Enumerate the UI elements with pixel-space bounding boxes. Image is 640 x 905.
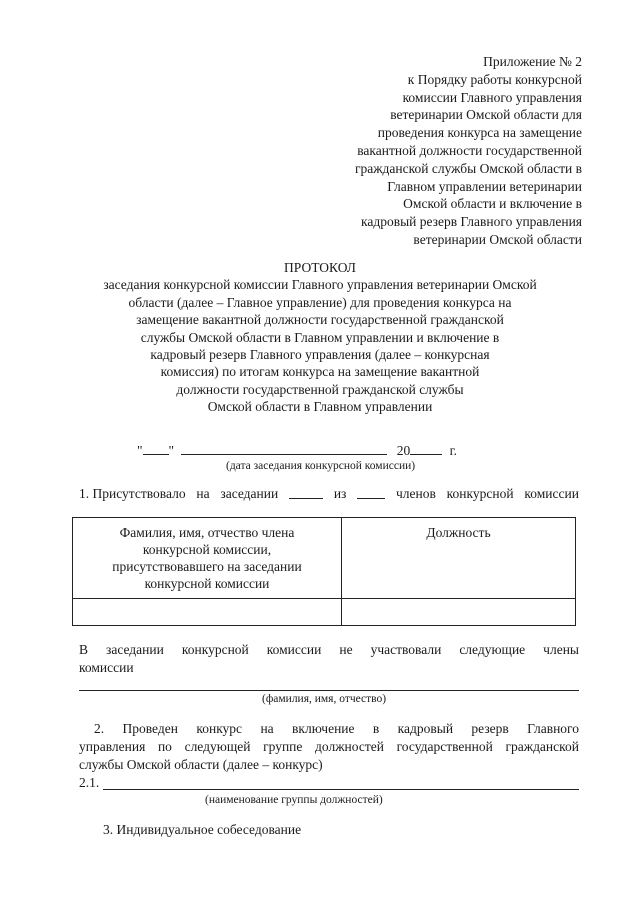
position-group-blank[interactable] [103,789,579,790]
table-row [73,599,576,626]
position-cell[interactable] [342,599,576,626]
header-line: к Порядку работы конкурсной [407,71,582,87]
header-line: Главном управлении ветеринарии [387,178,582,194]
header-line: гражданской службы Омской области в [354,160,582,176]
header-line: ветеринарии Омской области для [390,107,582,123]
absent-caption: (фамилия, имя, отчество) [262,693,387,705]
header-line: комиссии Главного управления [402,89,582,105]
absent-line-1: В заседании конкурсной комиссии не участвовали следующие члены [79,642,579,657]
position-group-caption: (наименование группы должностей) [205,794,383,806]
title-line: комиссия) по итогам конкурса на замещение вакантной [160,364,480,380]
title-line: службы Омской области в Главном управлении и включение в [140,329,500,345]
fio-column-header [73,518,342,599]
attendance-word: комиссии [524,486,579,501]
protocol-title [70,259,570,416]
meeting-date-row [137,442,457,459]
attendance-word: 1. Присутствовало [79,486,186,501]
attendance-word: заседании [220,486,279,501]
header-line: Омской области и включение в [403,196,582,212]
title-line: замещение вакантной должности государственной гражданской [136,312,504,328]
attendance-word: конкурсной [446,486,514,501]
attendance-word: на [196,486,210,501]
year-prefix: 20 [396,443,411,458]
year-blank[interactable] [410,442,442,455]
fio-header-line: Фамилия, имя, отчество члена [119,525,295,540]
fio-header-line: присутствовавшего на заседании [112,559,302,574]
header-line: проведения конкурса на замещение [377,125,582,141]
title-line: области (далее – Главное управление) для проведения конкурса на [128,294,512,310]
protocol-heading: ПРОТОКОЛ [284,260,356,275]
section3-heading: 3. Индивидуальное собеседование [103,822,302,837]
fio-cell[interactable] [73,599,342,626]
members-table [72,517,576,626]
date-caption: (дата заседания конкурсной комиссии) [226,460,416,472]
section2-line-3: службы Омской области (далее – конкурс) [79,757,323,772]
absent-names-blank[interactable] [79,690,579,691]
month-blank[interactable] [181,442,387,455]
header-line: ветеринарии Омской области [413,231,582,247]
absent-line-2: комиссии [79,660,134,675]
title-line: Омской области в Главном управлении [207,399,433,415]
fio-header-line: конкурсной комиссии, [142,542,272,557]
title-line: заседания конкурсной комиссии Главного управления ветеринарии Омской [103,277,537,293]
section2-item-number: 2.1. [79,775,100,790]
year-suffix: г. [449,443,458,458]
attendance-line [79,486,579,502]
fio-header-line: конкурсной комиссии [144,576,270,591]
appendix-header [282,53,582,249]
date-quote-open: " [137,443,143,458]
section2-text: 2. Проведен конкурс на включение в кадровый резерв Главного [94,721,579,736]
present-count-blank[interactable] [289,486,323,499]
title-line: должности государственной гражданской службы [176,381,464,397]
section2-line-2: управления по следующей группе должностей государственной гражданской [79,739,579,754]
header-line: кадровый резерв Главного управления [361,214,582,230]
section2-line-1 [94,721,579,737]
position-column-header: Должность [342,518,576,599]
table-header-row [73,518,576,599]
header-line: Приложение № 2 [483,54,582,69]
header-line: вакантной должности государственной [357,142,582,158]
attendance-word: из [333,486,347,501]
date-quote-close: " [168,443,175,458]
day-blank[interactable] [143,442,169,455]
attendance-word: членов [395,486,436,501]
title-line: кадровый резерв Главного управления (далее – конкурсная [150,347,490,363]
total-count-blank[interactable] [357,486,385,499]
